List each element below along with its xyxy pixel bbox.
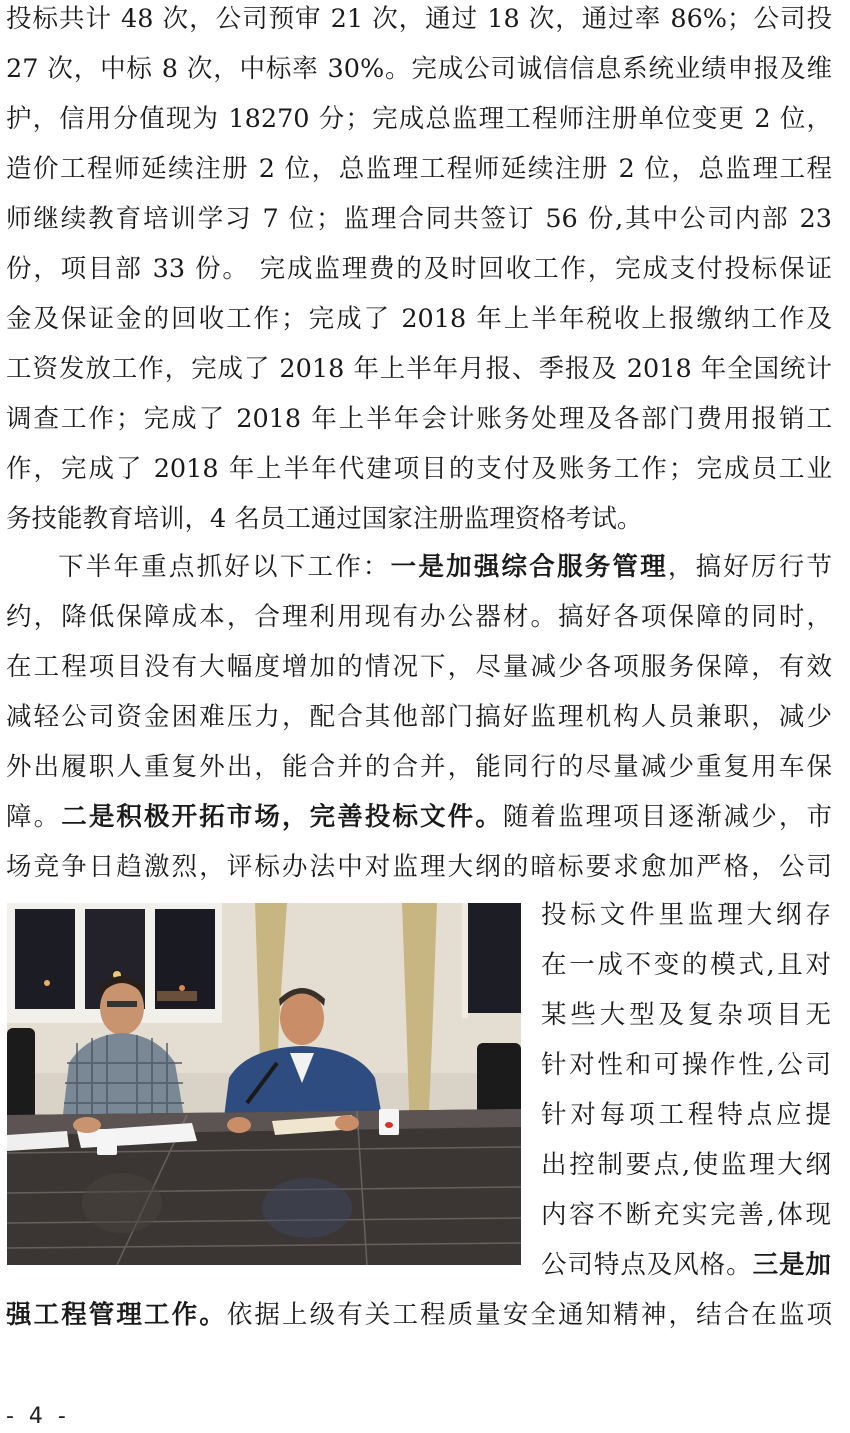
text-line: 护，信用分值现为 18270 分；完成总监理工程师注册单位变更 2 位， <box>6 104 832 134</box>
bold-heading-3-cont: 强工程管理工作。 <box>6 1300 227 1330</box>
bold-heading-3: 三是加 <box>752 1250 831 1280</box>
text-line <box>6 1290 832 1340</box>
bold-heading-1: 一是加强综合服务管理 <box>390 552 668 582</box>
text-line: 27 次，中标 8 次，中标率 30%。完成公司诚信信息系统业绩申报及维 <box>6 54 832 84</box>
text-line: 金及保证金的回收工作；完成了 2018 年上半年税收上报缴纳工作及 <box>6 304 832 334</box>
text-span: 公司特点及风格。 <box>541 1250 753 1280</box>
meeting-photo <box>7 903 521 1265</box>
text-line: 内容不断充实完善,体现 <box>541 1200 831 1230</box>
text-line <box>6 792 832 842</box>
text-line: 投标文件里监理大纲存 <box>541 900 831 930</box>
text-line: 外出履职人重复外出，能合并的合并，能同行的尽量减少重复用车保 <box>6 752 832 782</box>
text-line: 针对性和可操作性,公司 <box>541 1050 831 1080</box>
text-line: 作，完成了 2018 年上半年代建项目的支付及账务工作；完成员工业 <box>6 454 832 484</box>
text-line: 在一成不变的模式,且对 <box>541 950 831 980</box>
text-line: 约，降低保障成本，合理利用现有办公器材。搞好各项保障的同时， <box>6 602 832 632</box>
text-line: 减轻公司资金困难压力，配合其他部门搞好监理机构人员兼职，减少 <box>6 702 832 732</box>
page-number: - 4 - <box>6 1404 70 1429</box>
text-line: 造价工程师延续注册 2 位，总监理工程师延续注册 2 位，总监理工程 <box>6 154 832 184</box>
text-line: 工资发放工作，完成了 2018 年上半年月报、季报及 2018 年全国统计 <box>6 354 832 384</box>
text-span: 随着监理项目逐渐减少，市 <box>502 802 832 832</box>
text-line: 某些大型及复杂项目无 <box>541 1000 831 1030</box>
text-line <box>541 1240 831 1290</box>
text-span: 下半年重点抓好以下工作： <box>58 552 391 582</box>
text-line: 调查工作；完成了 2018 年上半年会计账务处理及各部门费用报销工 <box>6 404 832 434</box>
text-line: 针对每项工程特点应提 <box>541 1100 831 1130</box>
text-line: 在工程项目没有大幅度增加的情况下，尽量减少各项服务保障，有效 <box>6 652 832 682</box>
text-span: 依据上级有关工程质量安全通知精神，结合在监项 <box>226 1300 832 1330</box>
text-line <box>6 542 832 592</box>
text-line: 出控制要点,使监理大纲 <box>541 1150 831 1180</box>
text-line: 师继续教育培训学习 7 位；监理合同共签订 56 份,其中公司内部 23 <box>6 204 832 234</box>
text-span: 障。 <box>6 802 62 832</box>
text-span: ，搞好厉行节 <box>667 552 832 582</box>
text-line: 份，项目部 33 份。 完成监理费的及时回收工作，完成支付投标保证 <box>6 254 832 284</box>
bold-heading-2: 二是积极开拓市场，完善投标文件。 <box>61 802 503 832</box>
text-line: 场竞争日趋激烈，评标办法中对监理大纲的暗标要求愈加严格，公司 <box>6 852 832 882</box>
text-line: 投标共计 48 次，公司预审 21 次，通过 18 次，通过率 86%；公司投 <box>6 4 832 34</box>
meeting-photo-illustration <box>7 903 521 1265</box>
text-line: 务技能教育培训，4 名员工通过国家注册监理资格考试。 <box>6 504 643 534</box>
